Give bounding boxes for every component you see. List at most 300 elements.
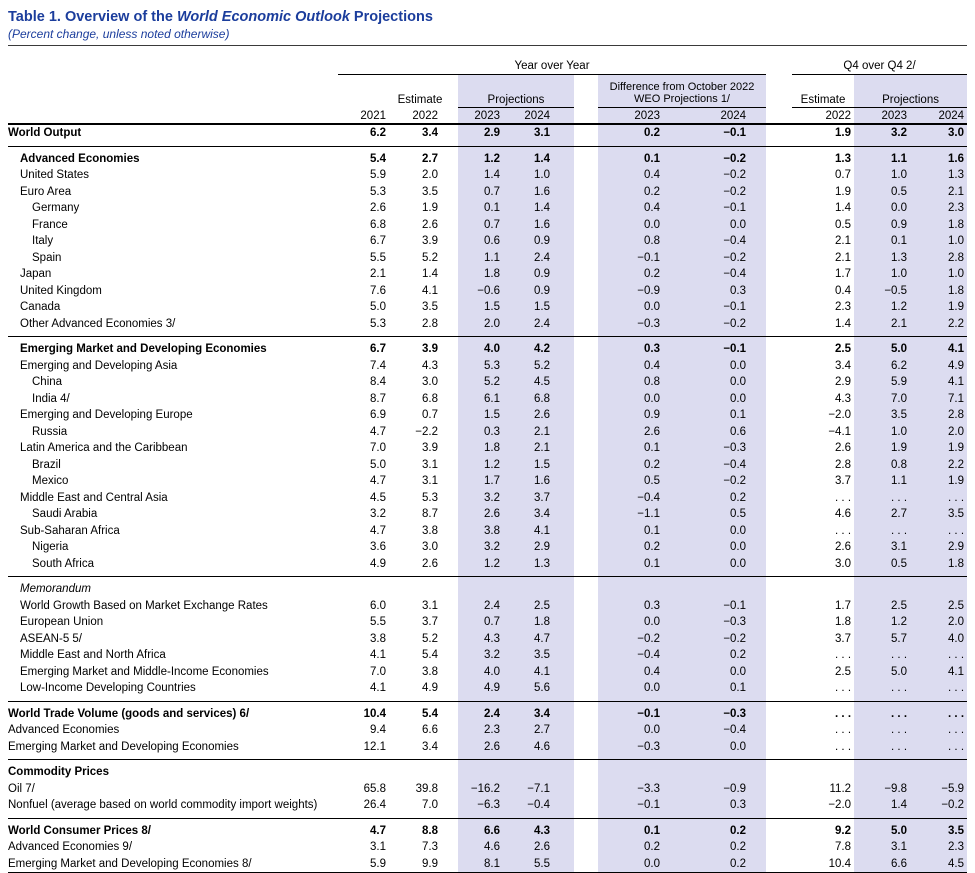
value-cell [854,760,910,781]
column-gap [574,391,598,408]
value-cell: 3.2 [458,647,516,664]
table-row [8,797,967,818]
column-gap [766,374,792,391]
value-cell: 3.5 [422,185,438,198]
value-cell: 26.4 [363,799,386,811]
title-suffix: Projections [349,9,433,25]
row-label: Italy [32,235,54,247]
value-cell: 5.0 [854,818,910,839]
row-label: World Growth Based on Market Exchange Rates [20,599,268,612]
value-cell: 5.2 [516,358,574,375]
value-cell: 5.7 [854,631,910,648]
value-cell: 0.7 [422,409,438,421]
value-cell: . . . [910,490,967,507]
value-cell: −0.1 [680,124,766,146]
empty-cell [8,107,338,124]
value-cell: −3.3 [598,781,680,798]
value-cell: 10.4 [338,701,394,722]
value-cell: 1.4 [516,146,574,167]
value-cell: 0.1 [598,440,680,457]
column-gap [574,556,598,577]
column-gap [446,283,458,300]
column-gap [446,358,458,375]
group-header-row [8,54,967,74]
column-gap [766,74,792,107]
value-cell [458,577,516,598]
value-cell: 1.4 [458,167,516,184]
value-cell: 3.5 [854,407,910,424]
value-cell: 2.4 [516,316,574,337]
value-cell: −2.0 [828,409,852,421]
value-cell [516,577,574,598]
value-cell: 4.1 [910,374,967,391]
value-cell: 6.6 [854,856,910,873]
value-cell: 1.5 [458,299,516,316]
column-gap [446,374,458,391]
column-gap [574,722,598,739]
column-gap [574,124,598,146]
value-cell: 5.4 [422,649,438,661]
column-gap [574,781,598,798]
empty-cell [8,54,338,74]
value-cell: 3.7 [835,632,852,645]
column-gap [766,124,792,146]
value-cell: 7.0 [370,665,386,678]
table-row [8,701,967,722]
column-gap [766,146,792,167]
value-cell: . . . [854,701,910,722]
column-gap [446,506,458,523]
table-row [8,680,967,701]
value-cell: 8.7 [422,508,438,520]
column-gap [446,490,458,507]
value-cell: −0.1 [680,598,766,615]
column-gap [766,680,792,701]
value-cell: 5.9 [338,856,394,873]
value-cell: 2.2 [910,316,967,337]
value-cell: 1.9 [422,202,438,214]
value-cell: −1.1 [598,506,680,523]
value-cell: 3.4 [835,359,852,372]
row-label: Emerging and Developing Europe [20,409,193,421]
value-cell: 0.0 [598,217,680,234]
value-cell: 3.5 [910,818,967,839]
column-gap [574,647,598,664]
value-cell [598,577,680,598]
row-label: ASEAN-5 5/ [20,632,82,645]
value-cell: 3.7 [835,475,852,487]
value-cell: −0.2 [680,631,766,648]
row-label: World Trade Volume (goods and services) 6/ [8,701,338,722]
value-cell: 0.0 [598,614,680,631]
value-cell: . . . [835,524,852,537]
value-cell: 3.1 [854,539,910,556]
column-gap [574,856,598,873]
value-cell: . . . [910,647,967,664]
column-gap [766,722,792,739]
value-cell: 1.3 [854,250,910,267]
value-cell: 2.6 [422,557,438,570]
value-cell: 0.0 [680,523,766,540]
table-row [8,739,967,760]
value-cell: 3.5 [422,301,438,313]
row-label: European Union [20,616,104,628]
value-cell: 0.4 [598,200,680,217]
column-gap [574,490,598,507]
column-gap [446,124,458,146]
value-cell: 6.7 [370,235,386,247]
value-cell: 0.8 [598,374,680,391]
value-cell: 2.6 [516,839,574,856]
value-cell: 0.5 [680,506,766,523]
value-cell: 1.0 [854,424,910,441]
value-cell: 2.8 [835,458,852,471]
subgroup-header-row [8,74,967,107]
value-cell [680,577,766,598]
table-row [8,217,967,234]
value-cell: 0.5 [854,184,910,201]
column-gap [766,556,792,577]
row-label: Advanced Economies [8,146,338,167]
column-gap [766,440,792,457]
column-gap [446,107,458,124]
value-cell: 2.5 [835,665,852,678]
row-label: South Africa [32,557,95,570]
column-gap [574,283,598,300]
year-header-row [8,107,967,124]
value-cell: 2.5 [854,598,910,615]
value-cell: −2.2 [415,425,438,438]
value-cell: 4.5 [516,374,574,391]
column-gap [574,797,598,818]
row-label: Advanced Economies [8,724,120,736]
value-cell: 4.5 [370,491,386,504]
column-gap [446,316,458,337]
value-cell: 4.1 [422,284,438,297]
value-cell: 2.3 [835,301,852,313]
value-cell [680,760,766,781]
value-cell: 1.8 [458,266,516,283]
value-cell: 2.5 [792,337,854,358]
value-cell: 3.1 [516,124,574,146]
value-cell: 5.3 [422,491,438,504]
value-cell: 39.8 [415,782,438,795]
value-cell: 4.2 [516,337,574,358]
column-gap [446,457,458,474]
value-cell: 1.5 [516,457,574,474]
value-cell: 1.9 [910,473,967,490]
value-cell: 4.1 [516,523,574,540]
value-cell: 0.7 [458,184,516,201]
row-label: Canada [20,301,61,313]
value-cell: 0.3 [458,424,516,441]
table-row [8,631,967,648]
value-cell: −0.4 [680,457,766,474]
row-label: Memorandum [8,577,338,598]
column-gap [446,760,458,781]
value-cell: 4.9 [370,557,386,570]
row-label: Japan [20,268,52,280]
value-cell: 1.6 [910,146,967,167]
value-cell: 5.6 [516,680,574,701]
table-row [8,614,967,631]
value-cell: 1.8 [516,614,574,631]
row-label: Germany [32,202,80,214]
value-cell: 0.9 [516,283,574,300]
empty-cell [338,74,394,107]
value-cell: 0.2 [680,839,766,856]
value-cell: . . . [854,722,910,739]
value-cell: 7.3 [422,841,438,853]
value-cell: 5.5 [370,616,386,628]
column-gap [766,283,792,300]
column-gap [766,577,792,598]
column-gap [574,74,598,107]
value-cell: 7.0 [854,391,910,408]
table-row [8,200,967,217]
value-cell: 6.8 [422,392,438,405]
value-cell: 0.4 [835,284,852,297]
column-gap [766,184,792,201]
value-cell: 4.0 [458,337,516,358]
value-cell: 2.1 [516,424,574,441]
value-cell: 0.2 [598,184,680,201]
value-cell [516,760,574,781]
value-cell: −0.1 [680,200,766,217]
row-label: Russia [32,425,68,438]
column-gap [446,74,458,107]
empty-cell [8,74,338,107]
value-cell: −0.4 [680,722,766,739]
column-gap [574,200,598,217]
year-header-2023-q4: 2023 [854,107,910,124]
value-cell: 6.1 [458,391,516,408]
value-cell: 0.0 [680,664,766,681]
value-cell: 6.7 [338,337,394,358]
column-gap [766,647,792,664]
value-cell: 1.1 [854,146,910,167]
value-cell: 3.2 [854,124,910,146]
value-cell: . . . [835,649,852,661]
value-cell: 0.2 [598,539,680,556]
row-label: China [32,376,63,388]
value-cell: −0.2 [680,184,766,201]
value-cell: 1.3 [910,167,967,184]
value-cell: 1.8 [835,616,852,628]
value-cell: 4.1 [516,664,574,681]
column-gap [446,146,458,167]
value-cell: 2.1 [516,440,574,457]
value-cell: 0.0 [680,358,766,375]
value-cell: 2.4 [458,701,516,722]
value-cell: 2.8 [422,317,438,330]
value-cell: 0.2 [680,856,766,873]
value-cell: 2.9 [910,539,967,556]
column-gap [574,739,598,760]
value-cell: 2.3 [458,722,516,739]
value-cell: 1.4 [854,797,910,818]
value-cell: 0.3 [598,598,680,615]
table-row [8,577,967,598]
value-cell: 4.3 [458,631,516,648]
value-cell: 1.9 [910,440,967,457]
value-cell: 3.8 [422,524,438,537]
value-cell: 0.0 [680,556,766,577]
difference-from-october-header [598,74,766,107]
column-gap [446,739,458,760]
column-gap [574,407,598,424]
value-cell: 2.6 [835,541,852,553]
row-label: World Output [8,127,82,139]
column-gap [766,490,792,507]
value-cell: −6.3 [458,797,516,818]
column-gap [574,818,598,839]
value-cell: 4.9 [458,680,516,701]
value-cell: 0.0 [680,391,766,408]
value-cell: 1.4 [835,317,852,330]
projections-table [8,54,967,873]
value-cell: −0.4 [680,233,766,250]
value-cell: 0.8 [598,233,680,250]
table-row [8,440,967,457]
value-cell: 0.6 [680,424,766,441]
value-cell: 65.8 [363,782,386,795]
value-cell: 12.1 [363,740,386,753]
value-cell: 1.2 [458,457,516,474]
column-gap [766,200,792,217]
row-label: United Kingdom [20,284,102,297]
value-cell: 9.2 [792,818,854,839]
value-cell: 4.7 [370,524,386,537]
value-cell: 0.0 [680,539,766,556]
row-label: Emerging Market and Middle-Income Economies [20,665,269,678]
value-cell: 2.8 [910,250,967,267]
value-cell: 5.2 [422,251,438,264]
column-gap [766,797,792,818]
table-row [8,523,967,540]
value-cell: 0.2 [680,490,766,507]
column-gap [766,523,792,540]
value-cell: 2.7 [516,722,574,739]
column-gap [574,424,598,441]
table-row [8,184,967,201]
value-cell: −0.3 [680,701,766,722]
value-cell: 4.1 [910,664,967,681]
value-cell: −0.6 [458,283,516,300]
value-cell: 1.1 [854,473,910,490]
value-cell: 5.2 [422,632,438,645]
column-gap [574,701,598,722]
value-cell: . . . [792,701,854,722]
value-cell: −0.1 [680,299,766,316]
column-gap [574,233,598,250]
value-cell: . . . [854,739,910,760]
value-cell: −0.9 [598,283,680,300]
value-cell: 3.1 [422,599,438,612]
value-cell: 1.6 [516,184,574,201]
value-cell: 0.9 [854,217,910,234]
value-cell: 7.0 [422,799,438,811]
value-cell: 2.3 [910,839,967,856]
value-cell: 3.8 [458,523,516,540]
value-cell: 4.6 [458,839,516,856]
value-cell: 8.7 [370,392,386,405]
column-gap [446,233,458,250]
value-cell: 2.6 [516,407,574,424]
value-cell: 1.4 [422,268,438,280]
value-cell: 3.0 [422,541,438,553]
year-header-2022: 2022 [394,107,446,124]
row-label: World Consumer Prices 8/ [8,818,338,839]
value-cell: 5.0 [370,301,386,313]
column-gap [766,107,792,124]
value-cell: 1.2 [854,614,910,631]
column-gap [446,250,458,267]
column-gap [574,299,598,316]
column-gap [766,217,792,234]
value-cell: 2.1 [370,268,386,280]
column-gap [766,457,792,474]
value-cell [394,577,446,598]
value-cell: 2.6 [835,442,852,454]
value-cell: 3.6 [370,541,386,553]
column-gap [574,184,598,201]
value-cell: 2.1 [854,316,910,337]
value-cell: 2.5 [910,598,967,615]
value-cell: 8.1 [458,856,516,873]
table-row [8,664,967,681]
value-cell: . . . [854,680,910,701]
top-rule [8,45,967,46]
value-cell: . . . [835,682,852,694]
value-cell: 0.0 [598,391,680,408]
row-label: Mexico [32,475,69,487]
value-cell: 1.0 [516,167,574,184]
value-cell: 4.5 [910,856,967,873]
value-cell: 4.1 [370,682,386,694]
value-cell: 2.0 [458,316,516,337]
column-gap [574,598,598,615]
value-cell: 0.3 [680,283,766,300]
value-cell: 1.9 [854,440,910,457]
value-cell: 0.0 [598,299,680,316]
column-gap [766,760,792,781]
table-row [8,839,967,856]
row-label: Oil 7/ [8,782,35,795]
estimate-header-yoy: Estimate [397,94,443,106]
value-cell: 11.2 [829,782,852,795]
row-label: Middle East and Central Asia [20,491,168,504]
value-cell: 3.9 [394,337,446,358]
value-cell: 0.0 [680,374,766,391]
column-gap [446,391,458,408]
value-cell: 2.1 [835,235,852,247]
value-cell: 0.2 [680,647,766,664]
value-cell: . . . [854,647,910,664]
value-cell [792,577,854,598]
value-cell: 4.7 [370,475,386,487]
value-cell: 3.8 [422,665,438,678]
value-cell: 1.0 [910,266,967,283]
value-cell: 3.5 [910,506,967,523]
value-cell: 0.3 [598,337,680,358]
column-gap [766,424,792,441]
column-gap [766,506,792,523]
value-cell: 3.4 [422,127,438,139]
column-gap [766,539,792,556]
table-row [8,233,967,250]
value-cell: 5.5 [516,856,574,873]
